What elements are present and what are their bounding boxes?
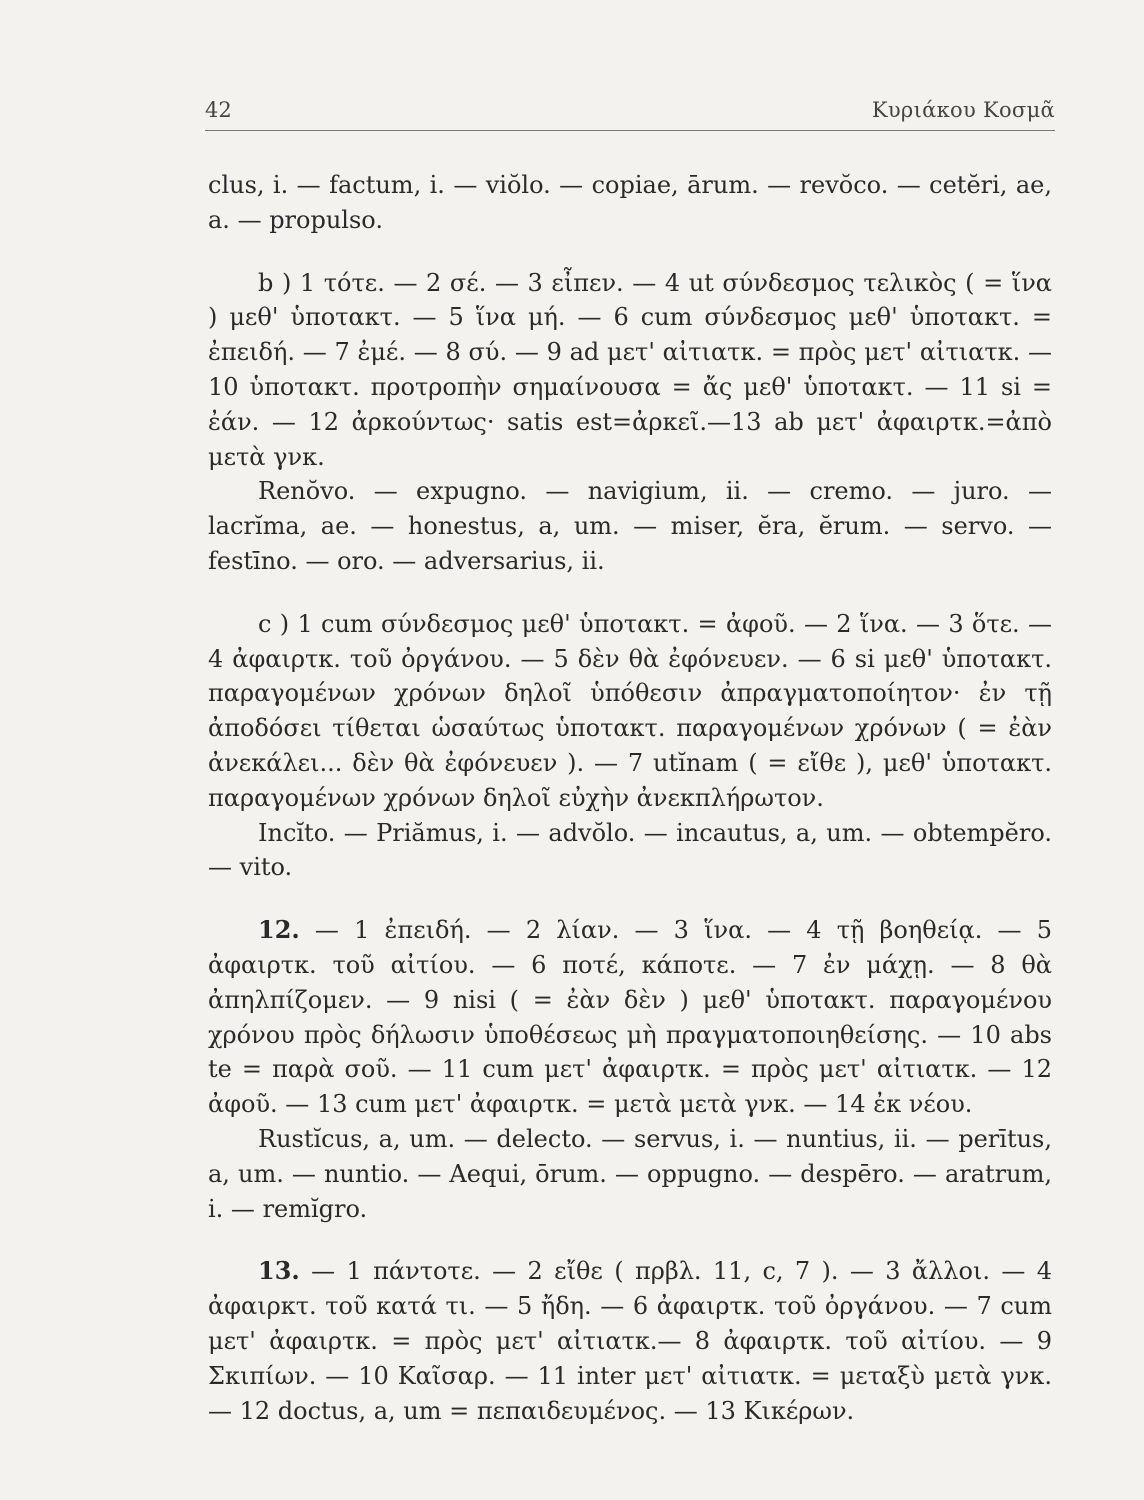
vocabulary-paragraph-2: [208, 474, 1052, 578]
paragraph-lead: b ): [258, 268, 300, 297]
paragraph-text: 1 cum σύνδεσμος μεθ' ὑποτακτ. = ἀφοῦ. — 2 ἵνα. — 3 ὅτε. — 4 ἀφαιρτκ. τοῦ ὀργάνου. — 5 δὲν θὰ ἐφόνευεν. — 6 si μεθ' ὑποτακτ. παραγομένων χρόνων δηλοῖ ὑπόθεσιν ἀπραγματοποίητον· ἐν τῇ ἀποδόσει τίθεται ὡσαύτως ὑποτακτ. παραγομένων χρόνων ( = ἐὰν ἀνεκάλει... δὲν θὰ ἐφόνευεν ). — 7 utĭnam ( = εἴθε ), μεθ' ὑποτακτ. παραγομένων χρόνων δηλοῖ εὐχὴν ἀνεκπλήρωτον.: [208, 609, 1053, 812]
paragraph-lead: c ): [258, 609, 298, 638]
paragraph-text: — 1 πάντοτε. — 2 εἴθε ( πρβλ. 11, c, 7 ). — 3 ἄλλοι. — 4 ἀφαιρκτ. τοῦ κατά τι. — 5 ἤδη. — 6 ἀφαιρτκ. τοῦ ὀργάνου. — 7 cum μετ' ἀφαιρτκ. = πρὸς μετ' αἰτιατκ.— 8 ἀφαιρτκ. τοῦ αἰτίου. — 9 Σκιπίων. — 10 Καῖσαρ. — 11 inter μετ' αἰτιατκ. = μεταξὺ μετὰ γνκ. — 12 doctus, a, um = πεπαιδευμένος. — 13 Κικέρων.: [208, 1257, 1052, 1425]
paragraph-text: Rustĭcus, a, um. — delecto. — servus, i. — nuntius, ii. — perītus, a, um. — nuntio. — Aequi, ōrum. — oppugno. — despēro. — aratrum, i. — remĭgro.: [208, 1124, 1052, 1223]
vocabulary-paragraph-3: [208, 816, 1052, 886]
section-number: 13.: [258, 1256, 300, 1286]
paragraph-text: — 1 ἐπειδή. — 2 λίαν. — 3 ἵνα. — 4 τῇ βοηθείᾳ. — 5 ἀφαιρτκ. τοῦ αἰτίου. — 6 ποτέ, κάποτε. — 7 ἐν μάχῃ. — 8 θὰ ἀπηλπίζομεν. — 9 nisi ( = ἐὰν δὲν ) μεθ' ὑποτακτ. παραγομένου χρόνου πρὸς δήλωσιν ὑποθέσεως μὴ πραγματοποιηθείσης. — 10 abs te = παρὰ σοῦ. — 11 cum μετ' ἀφαιρτκ. = πρὸς μετ' αἰτιατκ. — 12 ἀφοῦ. — 13 cum μετ' ἀφαιρτκ. = μετὰ μετὰ γνκ. — 14 ἐκ νέου.: [208, 916, 1052, 1119]
vocabulary-paragraph-1: [208, 168, 1052, 238]
section-13-notes: [208, 1254, 1052, 1428]
notes-paragraph-b: [208, 266, 1052, 475]
page-body: [208, 168, 1052, 1428]
page-number: 42: [205, 98, 232, 122]
paragraph-text: 1 τότε. — 2 σέ. — 3 εἶπεν. — 4 ut σύνδεσμος τελικὸς ( = ἵνα ) μεθ' ὑποτακτ. — 5 ἵνα μή. — 6 cum σύνδεσμος μεθ' ὑποτακτ. = ἐπειδή. — 7 ἐμέ. — 8 σύ. — 9 ad μετ' αἰτιατκ. = πρὸς μετ' αἰτιατκ. — 10 ὑποτακτ. προτροπὴν σημαίνουσα = ἄς μεθ' ὑποτακτ. — 11 si = ἐάν. — 12 ἀρκούντως· satis est=ἀρκεῖ.—13 ab μετ' ἀφαιρτκ.=ἀπὸ μετὰ γνκ.: [208, 268, 1052, 471]
running-head: [205, 94, 1055, 131]
section-12-notes: [208, 913, 1052, 1122]
vocabulary-paragraph-4: [208, 1122, 1052, 1226]
notes-paragraph-c: [208, 607, 1052, 816]
paragraph-text: Incĭto. — Priămus, i. — advŏlo. — incautus, a, um. — obtempĕro. — vito.: [208, 818, 1052, 882]
section-number: 12.: [258, 915, 300, 945]
paragraph-text: clus, i. — factum, i. — viŏlo. — copiae, ārum. — revŏco. — cetĕri, ae, a. — propulso.: [208, 171, 1052, 234]
running-title: Κυριάκου Κοσμᾶ: [871, 98, 1055, 122]
paragraph-text: Renŏvo. — expugno. — navigium, ii. — cremo. — juro. — lacrĭma, ae. — honestus, a, um. — miser, ĕra, ĕrum. — servo. — festīno. — oro. — adversarius, ii.: [208, 477, 1052, 575]
